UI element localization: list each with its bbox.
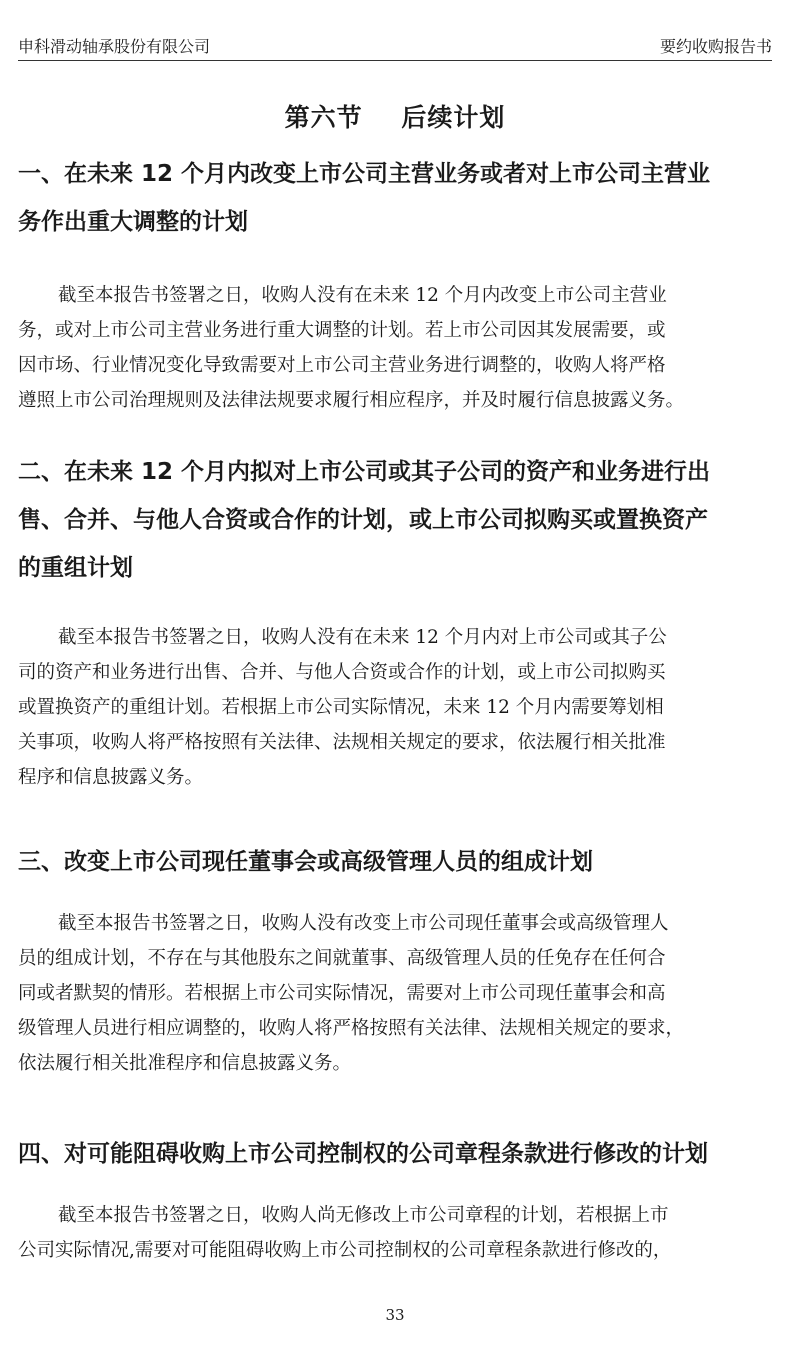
heading-2-line: 二、在未来 12 个月内拟对上市公司或其子公司的资产和业务进行出 xyxy=(18,459,711,485)
paragraph-line: 司的资产和业务进行出售、合并、与他人合资或合作的计划，或上市公司拟购买 xyxy=(18,662,666,683)
paragraph-3 xyxy=(18,906,772,1081)
paragraph-line: 遵照上市公司治理规则及法律法规要求履行相应程序，并及时履行信息披露义务。 xyxy=(18,390,685,411)
heading-2 xyxy=(18,448,772,592)
heading-1 xyxy=(18,150,772,246)
heading-4-line: 四、对可能阻碍收购上市公司控制权的公司章程条款进行修改的计划 xyxy=(18,1141,708,1167)
paragraph-line: 关事项，收购人将严格按照有关法律、法规相关规定的要求，依法履行相关批准 xyxy=(18,732,666,753)
paragraph-line: 公司实际情况,需要对可能阻碍收购上市公司控制权的公司章程条款进行修改的， xyxy=(18,1240,672,1261)
paragraph-line: 程序和信息披露义务。 xyxy=(18,767,204,788)
heading-2-line: 售、合并、与他人合资或合作的计划，或上市公司拟购买或置换资产 xyxy=(18,507,708,533)
heading-1-line: 一、在未来 12 个月内改变上市公司主营业务或者对上市公司主营业 xyxy=(18,161,711,187)
paragraph-4 xyxy=(18,1198,772,1268)
section-title: 第六节 后续计划 xyxy=(284,103,506,132)
paragraph-line: 依法履行相关批准程序和信息披露义务。 xyxy=(18,1053,352,1074)
header-company: 申科滑动轴承股份有限公司 xyxy=(18,37,211,56)
paragraph-line: 截至本报告书签署之日，收购人没有改变上市公司现任董事会或高级管理人 xyxy=(58,913,669,934)
heading-3 xyxy=(18,838,772,886)
heading-1-line: 务作出重大调整的计划 xyxy=(18,209,248,235)
paragraph-line: 员的组成计划，不存在与其他股东之间就董事、高级管理人员的任免存在任何合 xyxy=(18,948,666,969)
paragraph-line: 截至本报告书签署之日，收购人尚无修改上市公司章程的计划，若根据上市 xyxy=(58,1205,669,1226)
paragraph-line: 截至本报告书签署之日，收购人没有在未来 12 个月内改变上市公司主营业 xyxy=(58,285,667,306)
heading-3-line: 三、改变上市公司现任董事会或高级管理人员的组成计划 xyxy=(18,849,593,875)
paragraph-line: 截至本报告书签署之日，收购人没有在未来 12 个月内对上市公司或其子公 xyxy=(58,627,667,648)
paragraph-line: 因市场、行业情况变化导致需要对上市公司主营业务进行调整的，收购人将严格 xyxy=(18,355,666,376)
page-header xyxy=(18,30,772,61)
paragraph-line: 同或者默契的情形。若根据上市公司实际情况，需要对上市公司现任董事会和高 xyxy=(18,983,666,1004)
paragraph-line: 级管理人员进行相应调整的，收购人将严格按照有关法律、法规相关规定的要求， xyxy=(18,1018,685,1039)
paragraph-line: 务，或对上市公司主营业务进行重大调整的计划。若上市公司因其发展需要，或 xyxy=(18,320,666,341)
paragraph-1 xyxy=(18,278,772,418)
heading-2-line: 的重组计划 xyxy=(18,555,133,581)
page-number: 33 xyxy=(385,1306,405,1324)
heading-4 xyxy=(18,1130,772,1178)
paragraph-line: 或置换资产的重组计划。若根据上市公司实际情况，未来 12 个月内需要筹划相 xyxy=(18,697,664,718)
paragraph-2 xyxy=(18,620,772,795)
header-doc-title: 要约收购报告书 xyxy=(659,37,772,56)
